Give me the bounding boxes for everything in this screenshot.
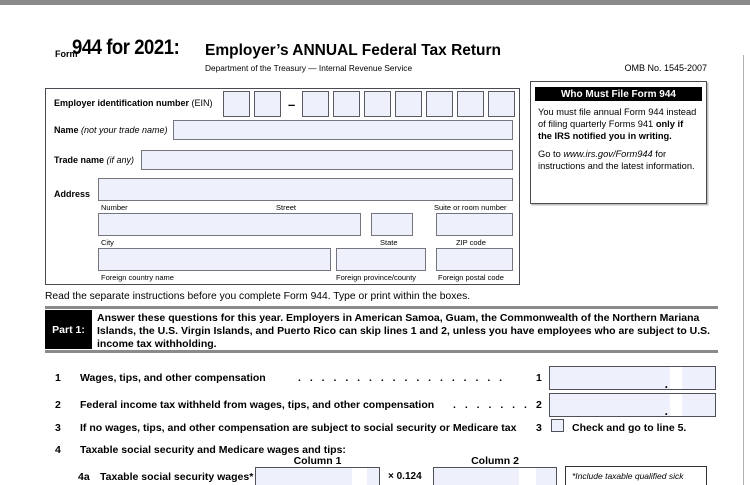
ein-field-group — [223, 91, 515, 117]
name-input[interactable] — [173, 120, 513, 140]
foreign-country-sublabel: Foreign country name — [101, 273, 174, 282]
line4a-col2-field[interactable] — [433, 467, 557, 485]
city-input[interactable] — [98, 213, 361, 236]
street-address-input[interactable] — [98, 178, 513, 201]
foreign-postal-sublabel: Foreign postal code — [438, 273, 504, 282]
ein-digit-box[interactable] — [364, 91, 391, 117]
line2-dot-leader: . . . . . . . — [453, 399, 527, 411]
suite-sublabel: Suite or room number — [434, 203, 507, 212]
part1-heading: Answer these questions for this year. Employers in American Samoa, Guam, the Commonwealth of the Northern Mariana Islands, the U.S. Virgin Islands, and Puerto Rico can skip lines 1 and 2, unless you have employees who are subject to U.S. income tax withholding. — [97, 312, 711, 350]
zip-input[interactable] — [436, 213, 513, 236]
who-must-file-box — [530, 81, 707, 204]
line1-text: Wages, tips, and other compensation — [80, 372, 266, 384]
column2-header: Column 2 — [471, 455, 519, 467]
foreign-postal-input[interactable] — [436, 248, 513, 271]
line2-number: 2 — [55, 399, 61, 411]
ein-digit-box[interactable] — [302, 91, 329, 117]
city-sublabel: City — [101, 238, 114, 247]
ein-digit-box[interactable] — [395, 91, 422, 117]
ein-label: Employer identification number (EIN) — [54, 98, 213, 108]
window-top-edge — [0, 0, 750, 5]
treasury-subtitle: Department of the Treasury — Internal Revenue Service — [205, 63, 413, 73]
line1-number: 1 — [55, 372, 61, 384]
line2-box-number: 2 — [536, 399, 542, 411]
footnote-text: *Include taxable qualified sick — [572, 471, 684, 481]
line1-decimal-point: . — [664, 377, 668, 391]
line4a-number: 4a — [78, 471, 90, 483]
who-must-file-paragraph-2: Go to www.irs.gov/Form944 for instructions and the latest information. — [538, 148, 695, 171]
trade-name-input[interactable] — [141, 150, 513, 170]
irs-form944-link[interactable]: www.irs.gov/Form944 — [563, 148, 653, 159]
line4-number: 4 — [55, 444, 61, 456]
zip-sublabel: ZIP code — [456, 238, 486, 247]
line1-dot-leader: . . . . . . . . . . . . . . . . . . — [298, 372, 503, 384]
ein-digit-box[interactable] — [223, 91, 250, 117]
address-label: Address — [54, 189, 91, 199]
line3-box-number: 3 — [536, 422, 542, 434]
who-must-file-title: Who Must File Form 944 — [535, 87, 702, 101]
ein-digit-box[interactable] — [457, 91, 484, 117]
who-must-file-body — [531, 107, 706, 172]
ein-digit-box[interactable] — [333, 91, 360, 117]
employer-info-box — [45, 88, 520, 285]
foreign-country-input[interactable] — [98, 248, 331, 271]
read-instructions-note: Read the separate instructions before you complete Form 944. Type or print within the boxes. — [45, 291, 471, 302]
who-must-file-paragraph-1: You must file annual Form 944 instead of filing quarterly Forms 941 only if the IRS notified you in writing. — [538, 107, 697, 141]
ein-digit-box[interactable] — [254, 91, 281, 117]
line3-number: 3 — [55, 422, 61, 434]
form-number-title: 944 for 2021: — [72, 36, 180, 59]
ein-digit-box[interactable] — [426, 91, 453, 117]
footnote-box — [565, 466, 707, 485]
state-sublabel: State — [380, 238, 398, 247]
line3-checkbox[interactable] — [551, 419, 564, 432]
part1-band — [45, 306, 718, 353]
name-label: Name (not your trade name) — [54, 125, 168, 135]
line1-box-number: 1 — [536, 372, 542, 384]
number-sublabel: Number — [101, 203, 128, 212]
omb-number: OMB No. 1545-2007 — [624, 63, 707, 73]
line4a-col2-cents-divider — [519, 468, 536, 485]
line4a-col1-field[interactable] — [255, 467, 380, 485]
column1-header: Column 1 — [293, 455, 342, 467]
line4-text: Taxable social security and Medicare wages and tips: — [80, 444, 346, 456]
foreign-province-input[interactable] — [336, 248, 426, 271]
foreign-province-sublabel: Foreign province/county — [336, 273, 417, 282]
state-input[interactable] — [371, 213, 413, 236]
line4a-col1-cents-divider — [352, 468, 367, 485]
ein-dash: – — [288, 96, 296, 112]
line4a-text: Taxable social security wages* — [100, 471, 254, 483]
page-right-edge — [743, 55, 744, 485]
line3-checkbox-label: Check and go to line 5. — [572, 422, 687, 434]
line2-cents-divider — [670, 394, 682, 416]
ein-digit-box[interactable] — [488, 91, 515, 117]
line3-text: If no wages, tips, and other compensation are subject to social security or Medicare tax — [80, 422, 517, 434]
form-word: Form — [55, 49, 78, 59]
line1-cents-divider — [670, 367, 682, 389]
street-sublabel: Street — [276, 203, 297, 212]
line2-amount-field[interactable] — [549, 393, 716, 417]
line2-decimal-point: . — [664, 404, 668, 418]
trade-name-label: Trade name (if any) — [54, 155, 135, 165]
line2-text: Federal income tax withheld from wages, tips, and other compensation — [80, 399, 435, 411]
part1-label: Part 1: — [45, 310, 92, 349]
line1-amount-field[interactable] — [549, 366, 716, 390]
line4a-multiplier: × 0.124 — [388, 471, 422, 482]
form-title: Employer’s ANNUAL Federal Tax Return — [205, 42, 502, 59]
